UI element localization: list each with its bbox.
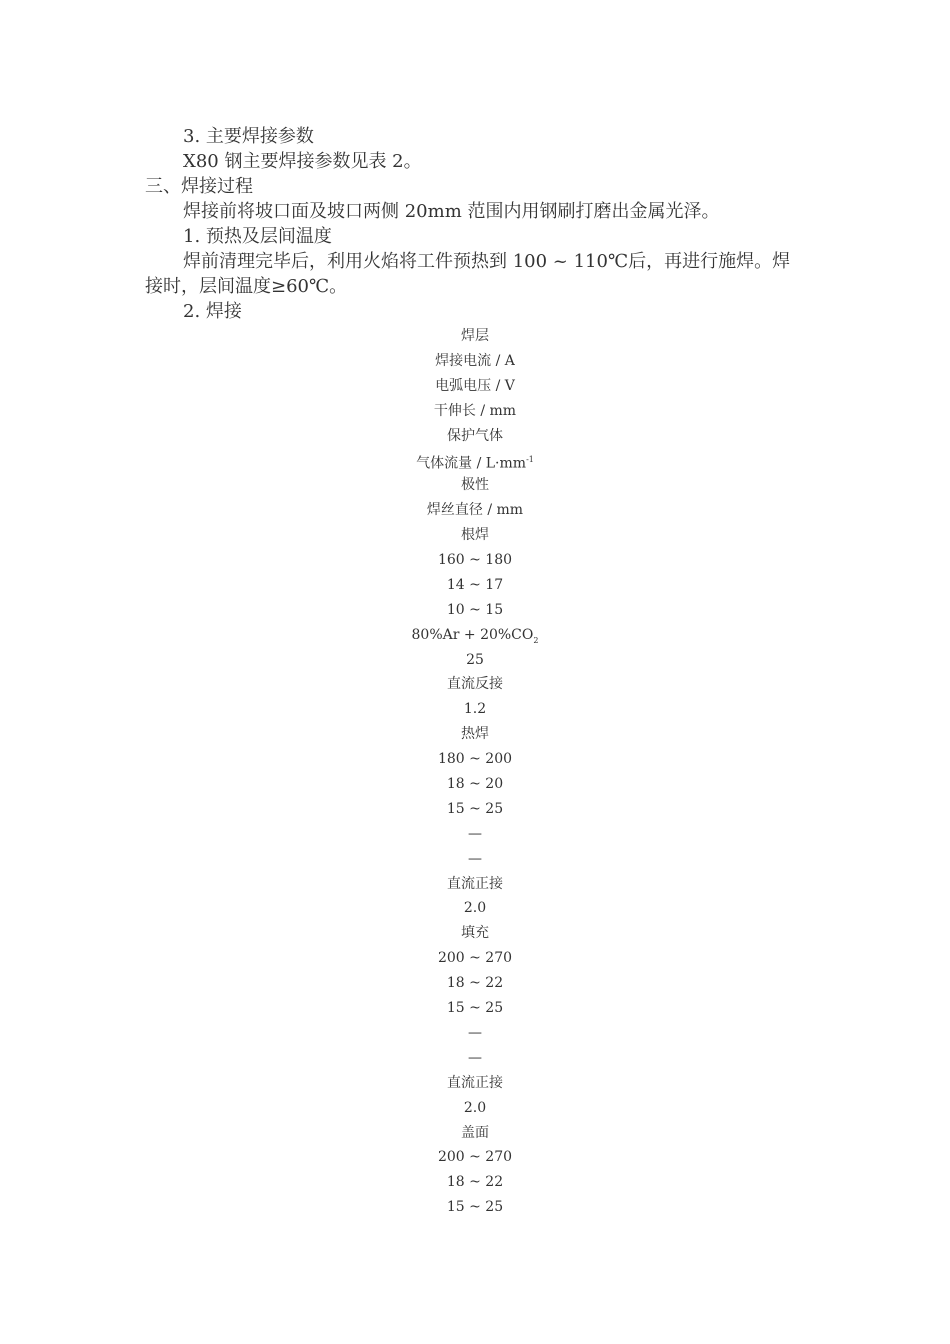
row-cap-layer: 盖面: [461, 1124, 489, 1141]
row-hot-layer: 热焊: [461, 726, 489, 743]
row-fill-current: 200 ~ 270: [437, 950, 513, 967]
welding-heading: 2. 焊接: [183, 301, 242, 322]
row-hot-polarity: 直流正接: [447, 875, 503, 892]
row-root-flow: 25: [466, 651, 484, 668]
row-root-current: 160 ~ 180: [437, 552, 513, 569]
header-layer: 焊层: [461, 328, 489, 344]
header-current: 焊接电流 / A: [435, 352, 515, 369]
row-cap-voltage: 18 ~ 22: [446, 1174, 504, 1191]
process-paragraph: 焊接前将坡口面及坡口两侧 20mm 范围内用钢刷打磨出金属光泽。: [183, 201, 720, 222]
row-hot-stickout: 15 ~ 25: [446, 800, 504, 817]
header-flow-exponent: -1: [526, 455, 534, 465]
header-wire-diameter: 焊丝直径 / mm: [426, 502, 524, 519]
row-root-polarity: 直流反接: [447, 676, 503, 693]
header-polarity: 极性: [461, 477, 489, 494]
header-stickout: 干伸长 / mm: [433, 402, 517, 419]
row-root-wire: 1.2: [463, 701, 487, 718]
preheat-heading: 1. 预热及层间温度: [183, 226, 332, 247]
section-heading-params: 3. 主要焊接参数: [183, 126, 314, 147]
row-hot-wire: 2.0: [463, 900, 487, 917]
row-hot-flow: —: [468, 850, 482, 867]
header-flow: [0, 448, 950, 473]
body-text: [145, 124, 805, 324]
welding-parameters-table: [0, 324, 950, 1220]
header-voltage: 电弧电压 / V: [435, 377, 515, 394]
row-hot-current: 180 ~ 200: [437, 751, 513, 768]
row-root-gas-text: 80%Ar + 20%CO: [411, 626, 534, 643]
row-root-gas-subscript: 2: [533, 635, 539, 645]
row-fill-wire: 2.0: [463, 1099, 487, 1116]
row-root-gas: [0, 623, 950, 648]
params-paragraph: X80 钢主要焊接参数见表 2。: [183, 151, 422, 172]
row-root-layer: 根焊: [461, 527, 489, 544]
row-fill-layer: 填充: [461, 925, 489, 942]
preheat-paragraph: 焊前清理完毕后，利用火焰将工件预热到 100 ~ 110℃后，再进行施焊。焊接时，层间温度≥60℃。: [145, 251, 791, 297]
row-cap-stickout: 15 ~ 25: [446, 1199, 504, 1216]
section-heading-process: 三、焊接过程: [145, 176, 253, 197]
row-root-voltage: 14 ~ 17: [446, 576, 504, 593]
row-fill-voltage: 18 ~ 22: [446, 975, 504, 992]
row-fill-stickout: 15 ~ 25: [446, 1000, 504, 1017]
row-hot-gas: —: [468, 825, 482, 842]
row-root-stickout: 10 ~ 15: [446, 601, 504, 618]
row-fill-gas: —: [468, 1024, 482, 1041]
header-flow-text: 气体流量 / L·mm: [416, 456, 527, 473]
row-fill-polarity: 直流正接: [447, 1074, 503, 1091]
header-gas: 保护气体: [447, 427, 503, 444]
row-hot-voltage: 18 ~ 20: [446, 776, 504, 793]
row-cap-current: 200 ~ 270: [437, 1149, 513, 1166]
row-fill-flow: —: [468, 1049, 482, 1066]
